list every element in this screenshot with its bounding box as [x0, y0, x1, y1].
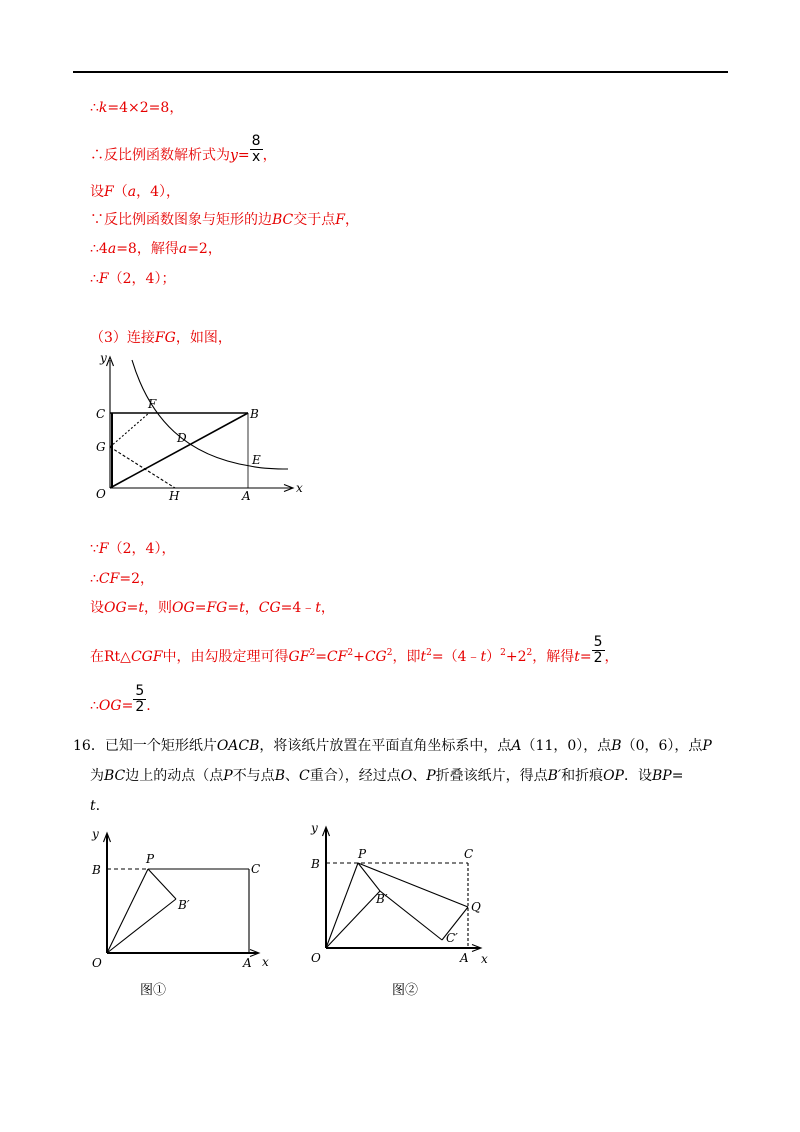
label-Q: Q [471, 900, 481, 914]
hyperbola-curve [132, 360, 288, 469]
dashed-GF [110, 413, 149, 447]
crease-OP [326, 863, 358, 948]
label-A: A [460, 951, 469, 965]
fraction-8-over-x: $\frac{8}{x}$ [251, 133, 261, 165]
label-O: O [92, 956, 102, 970]
label-D: D [177, 431, 187, 445]
label-C: C [464, 847, 474, 861]
solution-line-1: ∴k=4×2=8， [90, 100, 184, 116]
solution-line-10: 设OG=t，则OG=FG=t，CG=4﹣t， [90, 600, 335, 616]
label-B: B [311, 857, 320, 871]
figure-1-fold [88, 822, 288, 1002]
caption-figure-2: 图② [392, 983, 419, 998]
label-y: y [92, 827, 99, 841]
segment-B2O [107, 899, 176, 953]
problem-16-line-3: t. [90, 798, 101, 814]
fraction-5-over-2-answer: $\frac{5}{2}$ [135, 682, 145, 715]
label-E: E [252, 453, 261, 467]
solution-line-8: ∵F（2，4）， [90, 541, 176, 557]
solution-line-12: ∴OG= $\frac{5}{2}$ . [90, 682, 151, 715]
label-G: G [96, 440, 106, 454]
fraction-5-over-2: $\frac{5}{2}$ [593, 633, 603, 666]
solution-line-3: 设F（a，4）， [90, 184, 180, 200]
segment-B2C2 [380, 891, 442, 940]
solution-line-2: ∴反比例函数解析式为y= $\frac{8}{x}$ ， [90, 133, 277, 165]
crease-PQ [358, 863, 468, 907]
segment-PB2 [148, 869, 176, 899]
label-x: x [296, 481, 303, 495]
figure-rectangle-hyperbola [92, 348, 307, 508]
problem-16-line-2: 为BC边上的动点（点P不与点B、C重合），经过点O、P折叠该纸片，得点B′和折痕OP．设BP= [90, 768, 684, 784]
label-P: P [146, 852, 155, 866]
label-y: y [100, 351, 107, 365]
label-A: A [242, 489, 251, 503]
label-O: O [96, 487, 106, 501]
problem-16-line-1: 16．已知一个矩形纸片OACB，将该纸片放置在平面直角坐标系中，点A（11，0），点B（0，6），点P [73, 738, 712, 754]
label-B: B [92, 863, 101, 877]
solution-line-9: ∴CF=2， [90, 571, 154, 587]
label-C: C [251, 862, 261, 876]
caption-figure-1: 图① [140, 983, 167, 998]
label-B-prime: B′ [178, 898, 190, 912]
label-F: F [148, 397, 157, 411]
segment-B2O [326, 891, 380, 948]
crease-OP [107, 869, 148, 953]
label-y: y [311, 821, 318, 835]
label-B: B [250, 407, 259, 421]
label-x: x [262, 955, 269, 969]
figure-2-fold [300, 814, 500, 1004]
solution-line-7: （3）连接FG，如图， [90, 330, 232, 346]
header-rule [73, 71, 728, 73]
solution-line-5: ∴4a=8，解得a=2， [90, 241, 222, 257]
label-C-prime: C′ [446, 931, 458, 945]
label-H: H [169, 489, 180, 503]
label-P: P [358, 847, 367, 861]
label-B-prime: B′ [376, 892, 388, 906]
label-A: A [243, 956, 252, 970]
solution-line-11: 在Rt△CGF中，由勾股定理可得$GF^2=CF^2+CG^2$，即$t^2=(4﹣t)^2+2^2$，解得t= $\frac{5}{2}$ ， [90, 633, 619, 666]
diagonal-OB [110, 413, 248, 488]
solution-line-6: ∴F（2，4）； [90, 271, 176, 287]
label-O: O [311, 951, 321, 965]
solution-line-4: ∵反比例函数图象与矩形的边BC交于点F， [90, 212, 359, 228]
label-x: x [481, 952, 488, 966]
label-C: C [96, 407, 106, 421]
